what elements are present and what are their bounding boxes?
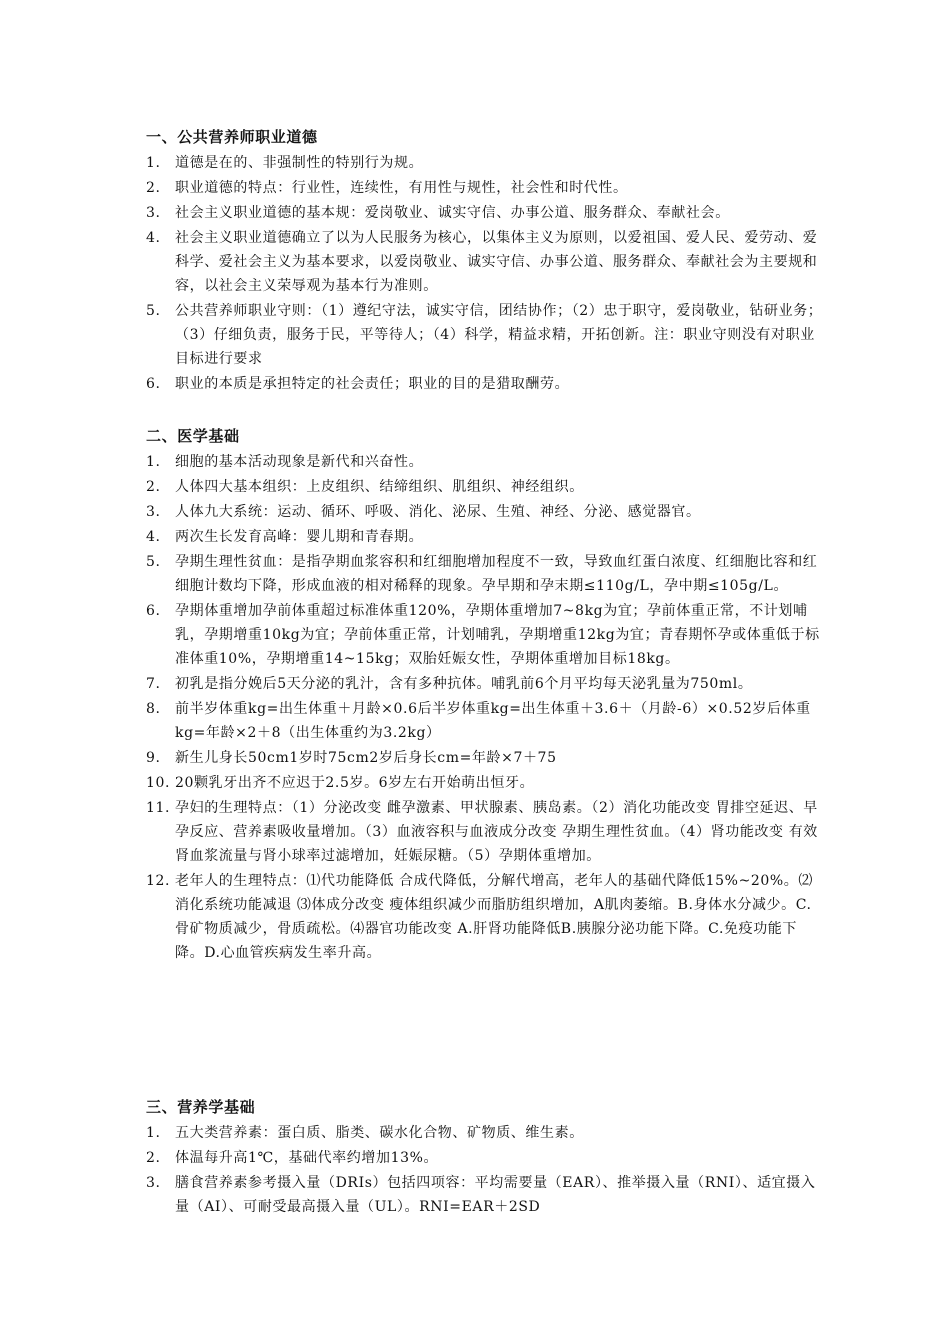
list-item	[146, 1121, 826, 1145]
item-text: 20颗乳牙出齐不应迟于2.5岁。6岁左右开始萌出恒牙。	[175, 775, 535, 791]
list-item	[146, 226, 826, 298]
item-text: 公共营养师职业守则：（1）遵纪守法，诚实守信，团结协作；（2）忠于职守，爱岗敬业，钻研业务；（3）仔细负责，服务于民，平等待人；（4）科学，精益求精，开拓创新。注：职业守则没有对职业目标进行要求	[175, 303, 823, 367]
item-text: 人体四大基本组织：上皮组织、结缔组织、肌组织、神经组织。	[175, 479, 584, 495]
item-number: 6.	[146, 376, 161, 392]
item-text: 老年人的生理特点：⑴代功能降低 合成代降低，分解代增高，老年人的基础代降低15%~20%。⑵消化系统功能减退 ⑶体成分改变 瘦体组织减少而脂肪组织增加，A肌肉萎缩。B.身体水分减少。C.骨矿物质减少，骨质疏松。⑷器官功能改变 A.肝肾功能降低B.胰腺分泌功能下降。C.免疫功能下降。D.心血管疾病发生率升高。	[175, 873, 814, 961]
item-text: 孕期体重增加孕前体重超过标准体重120%，孕期体重增加7~8kg为宜；孕前体重正常，不计划哺乳，孕期增重10kg为宜；孕前体重正常，计划哺乳，孕期增重12kg为宜；青春期怀孕或体重低于标准体重10%，孕期增重14~15kg；双胎妊娠女性，孕期体重增加目标18kg。	[175, 603, 820, 667]
list-item	[146, 201, 826, 225]
list-item	[146, 475, 826, 499]
section-medical-basics	[146, 424, 826, 966]
list-item	[146, 869, 826, 965]
item-number: 1.	[146, 1125, 161, 1141]
item-number: 5.	[146, 303, 161, 319]
item-number: 5.	[146, 554, 161, 570]
list-item	[146, 1146, 826, 1170]
item-text: 职业的本质是承担特定的社会责任；职业的目的是猎取酬劳。	[175, 376, 570, 392]
section-heading: 一、公共营养师职业道德	[146, 128, 318, 146]
item-text: 孕妇的生理特点：（1）分泌改变 雌孕激素、甲状腺素、胰岛素。（2）消化功能改变 胃排空延迟、早孕反应、营养素吸收量增加。（3）血液容积与血液成分改变 孕期生理性贫血。（4）肾功能改变 有效肾血浆流量与肾小球率过滤增加，妊娠尿糖。（5）孕期体重增加。	[175, 800, 818, 864]
item-text: 五大类营养素：蛋白质、脂类、碳水化合物、矿物质、维生素。	[175, 1125, 584, 1141]
item-number: 2.	[146, 1150, 161, 1166]
item-number: 10.	[146, 775, 171, 791]
list-item	[146, 372, 826, 396]
list-item	[146, 525, 826, 549]
list-item	[146, 176, 826, 200]
list-item	[146, 771, 826, 795]
item-text: 社会主义职业道德的基本规：爱岗敬业、诚实守信、办事公道、服务群众、奉献社会。	[175, 205, 730, 221]
item-number: 2.	[146, 479, 161, 495]
item-number: 8.	[146, 701, 161, 717]
section-professional-ethics	[146, 125, 826, 397]
item-text: 前半岁体重kg=出生体重＋月龄×0.6后半岁体重kg=出生体重＋3.6＋（月龄-6）×0.52岁后体重kg=年龄×2＋8（出生体重约为3.2kg）	[175, 701, 811, 741]
list-item	[146, 746, 826, 770]
item-text: 两次生长发育高峰：婴儿期和青春期。	[175, 529, 424, 545]
item-number: 3.	[146, 1175, 161, 1191]
item-number: 7.	[146, 676, 161, 692]
item-number: 2.	[146, 180, 161, 196]
item-text: 道德是在的、非强制性的特别行为规。	[175, 155, 424, 171]
list-item	[146, 697, 826, 745]
item-text: 膳食营养素参考摄入量（DRIs）包括四项容：平均需要量（EAR）、推举摄入量（RNI）、适宜摄入量（AI）、可耐受最高摄入量（UL）。RNI=EAR＋2SD	[175, 1175, 816, 1215]
list-item	[146, 299, 826, 371]
item-text: 细胞的基本活动现象是新代和兴奋性。	[175, 454, 424, 470]
section-heading: 二、医学基础	[146, 427, 240, 445]
item-text: 人体九大系统：运动、循环、呼吸、消化、泌尿、生殖、神经、分泌、感觉器官。	[175, 504, 701, 520]
list-item	[146, 672, 826, 696]
item-text: 初乳是指分娩后5天分泌的乳汁，含有多种抗体。哺乳前6个月平均每天泌乳量为750ml。	[175, 676, 753, 692]
list-item	[146, 500, 826, 524]
item-number: 6.	[146, 603, 161, 619]
list-item	[146, 1171, 826, 1219]
item-number: 3.	[146, 205, 161, 221]
section-heading: 三、营养学基础	[146, 1098, 256, 1116]
item-number: 4.	[146, 529, 161, 545]
item-number: 11.	[146, 800, 171, 816]
item-text: 孕期生理性贫血：是指孕期血浆容积和红细胞增加程度不一致，导致血红蛋白浓度、红细胞比容和红细胞计数均下降，形成血液的相对稀释的现象。孕早期和孕末期≤110g/L，孕中期≤105g/L。	[175, 554, 818, 594]
list-item	[146, 450, 826, 474]
list-item	[146, 151, 826, 175]
item-number: 1.	[146, 155, 161, 171]
list-item	[146, 599, 826, 671]
list-item	[146, 796, 826, 868]
item-text: 职业道德的特点：行业性，连续性，有用性与规性，社会性和时代性。	[175, 180, 628, 196]
list-item	[146, 550, 826, 598]
item-number: 9.	[146, 750, 161, 766]
section-nutrition-basics	[146, 1095, 826, 1220]
item-number: 1.	[146, 454, 161, 470]
item-number: 4.	[146, 230, 161, 246]
item-text: 社会主义职业道德确立了以为人民服务为核心，以集体主义为原则，以爱祖国、爱人民、爱劳动、爱科学、爱社会主义为基本要求，以爱岗敬业、诚实守信、办事公道、服务群众、奉献社会为主要规和容，以社会主义荣辱观为基本行为准则。	[175, 230, 818, 294]
item-number: 3.	[146, 504, 161, 520]
item-text: 新生儿身长50cm1岁时75cm2岁后身长cm=年龄×7＋75	[175, 750, 557, 766]
item-text: 体温每升高1℃，基础代率约增加13%。	[175, 1150, 439, 1166]
item-number: 12.	[146, 873, 171, 889]
